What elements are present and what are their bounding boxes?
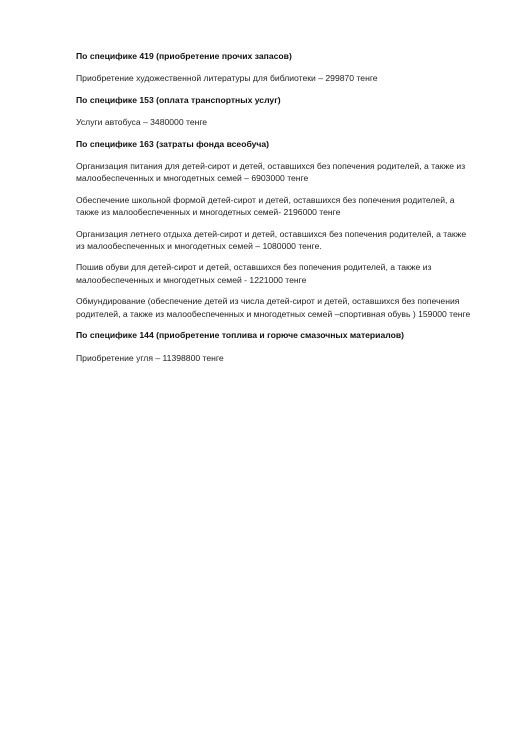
section-heading-153: По специфике 153 (оплата транспортных услуг) xyxy=(76,94,281,105)
paragraph-coal: Приобретение угля – 11398800 тенге xyxy=(76,352,224,363)
paragraph-bus-services: Услуги автобуса – 3480000 тенге xyxy=(76,117,208,128)
section-heading-144: По специфике 144 (приобретение топлива и горюче смазочных материалов) xyxy=(76,330,404,341)
section-heading-419: По специфике 419 (приобретение прочих запасов) xyxy=(76,51,292,61)
paragraph-outfit: Обмундирование (обеспечение детей из числа детей-сирот и детей, оставшихся без попечения родителей, а также из малообеспеченных и многодетных семей –спортивная обувь ) 159000 тенге xyxy=(76,296,471,319)
paragraph-shoes: Пошив обуви для детей-сирот и детей, оставшихся без попечения родителей, а также из малообеспеченных и многодетных семей - 1221000 тенге xyxy=(76,262,432,285)
paragraph-meals: Организация питания для детей-сирот и детей, оставшихся без попечения родителей, а также из малообеспеченных и многодетных семей – 6903000 тенге xyxy=(76,161,466,184)
section-heading-163: По специфике 163 (затраты фонда всеобуча) xyxy=(76,138,270,149)
paragraph-school-uniform: Обеспечение школьной формой детей-сирот и детей, оставшихся без попечения родителей, а также из малообеспеченных и многодетных семей- 2196000 тенге xyxy=(76,194,455,218)
paragraph-literature: Приобретение художественной литературы для библиотеки – 299870 тенге xyxy=(76,73,378,84)
document-body xyxy=(76,50,496,373)
paragraph-summer-rest: Организация летнего отдыха детей-сирот и детей, оставшихся без попечения родителей, а также из малообеспеченных и многодетных семей – 1080000 тенге. xyxy=(76,228,467,252)
